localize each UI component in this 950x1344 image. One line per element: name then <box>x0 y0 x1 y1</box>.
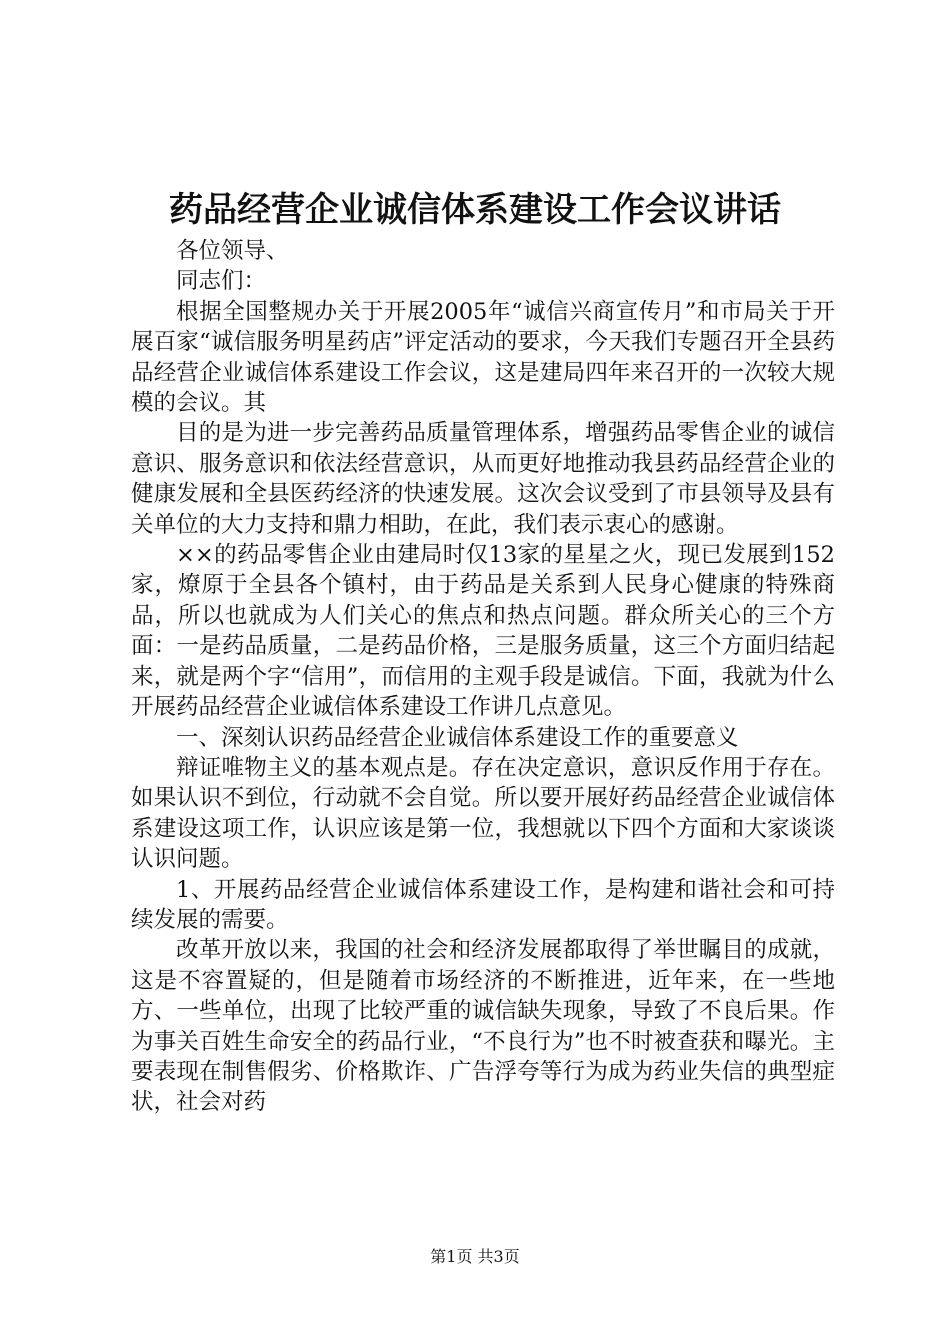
salutation-leaders: 各位领导、 <box>176 238 289 264</box>
section-heading-1: 一、深刻认识药品经营企业诚信体系建设工作的重要意义 <box>176 724 739 751</box>
paragraph-background: ××的药品零售企业由建局时仅13家的星星之火，现已发展到152家，燎原于全县各个镇村，由于药品是关系到人民身心健康的特殊商品，所以也就成为人们关心的焦点和热点问题。群众所关心的三个方面：一是药品质量，二是药品价格，三是服务质量，这三个方面归结起来，就是两个字“信用”，而信用的主观手段是诚信。下面，我就为什么开展药品经营企业诚信体系建设工作讲几点意见。 <box>131 542 835 721</box>
subsection-heading-1: 1、开展药品经营企业诚信体系建设工作，是构建和谐社会和可持续发展的需要。 <box>131 876 835 933</box>
salutation-comrades: 同志们： <box>176 268 267 295</box>
paragraph-philosophy: 辩证唯物主义的基本观点是。存在决定意识，意识反作用于存在。如果认识不到位，行动就不会自觉。所以要开展好药品经营企业诚信体系建设这项工作，认识应该是第一位，我想就以下四个方面和大家谈谈认识问题。 <box>131 754 835 873</box>
paragraph-purpose: 目的是为进一步完善药品质量管理体系，增强药品零售企业的诚信意识、服务意识和依法经营意识，从而更好地推动我县药品经营企业的健康发展和全县医药经济的快速发展。这次会议受到了市县领导及县有关单位的大力支持和鼎力相助，在此，我们表示衷心的感谢。 <box>131 420 835 538</box>
page-footer: 第1页 共3页 <box>430 1247 520 1266</box>
paragraph-reform: 改革开放以来，我国的社会和经济发展都取得了举世瞩目的成就，这是不容置疑的，但是随着市场经济的不断推进，近年来，在一些地方、一些单位，出现了比较严重的诚信缺失现象，导致了不良后果。作为事关百姓生命安全的药品行业，“不良行为”也不时被查获和曝光。主要表现在制售假劣、价格欺诈、广告浮夸等行为成为药业失信的典型症状，社会对药 <box>131 937 835 1116</box>
document-body <box>131 236 835 1118</box>
document-title: 药品经营企业诚信体系建设工作会议讲话 <box>169 190 781 230</box>
paragraph-intro: 根据全国整规办关于开展2005年“诚信兴商宣传月”和市局关于开展百家“诚信服务明星药店”评定活动的要求，今天我们专题召开全县药品经营企业诚信体系建设工作会议，这是建局四年来召开的一次较大规模的会议。其 <box>131 298 835 417</box>
